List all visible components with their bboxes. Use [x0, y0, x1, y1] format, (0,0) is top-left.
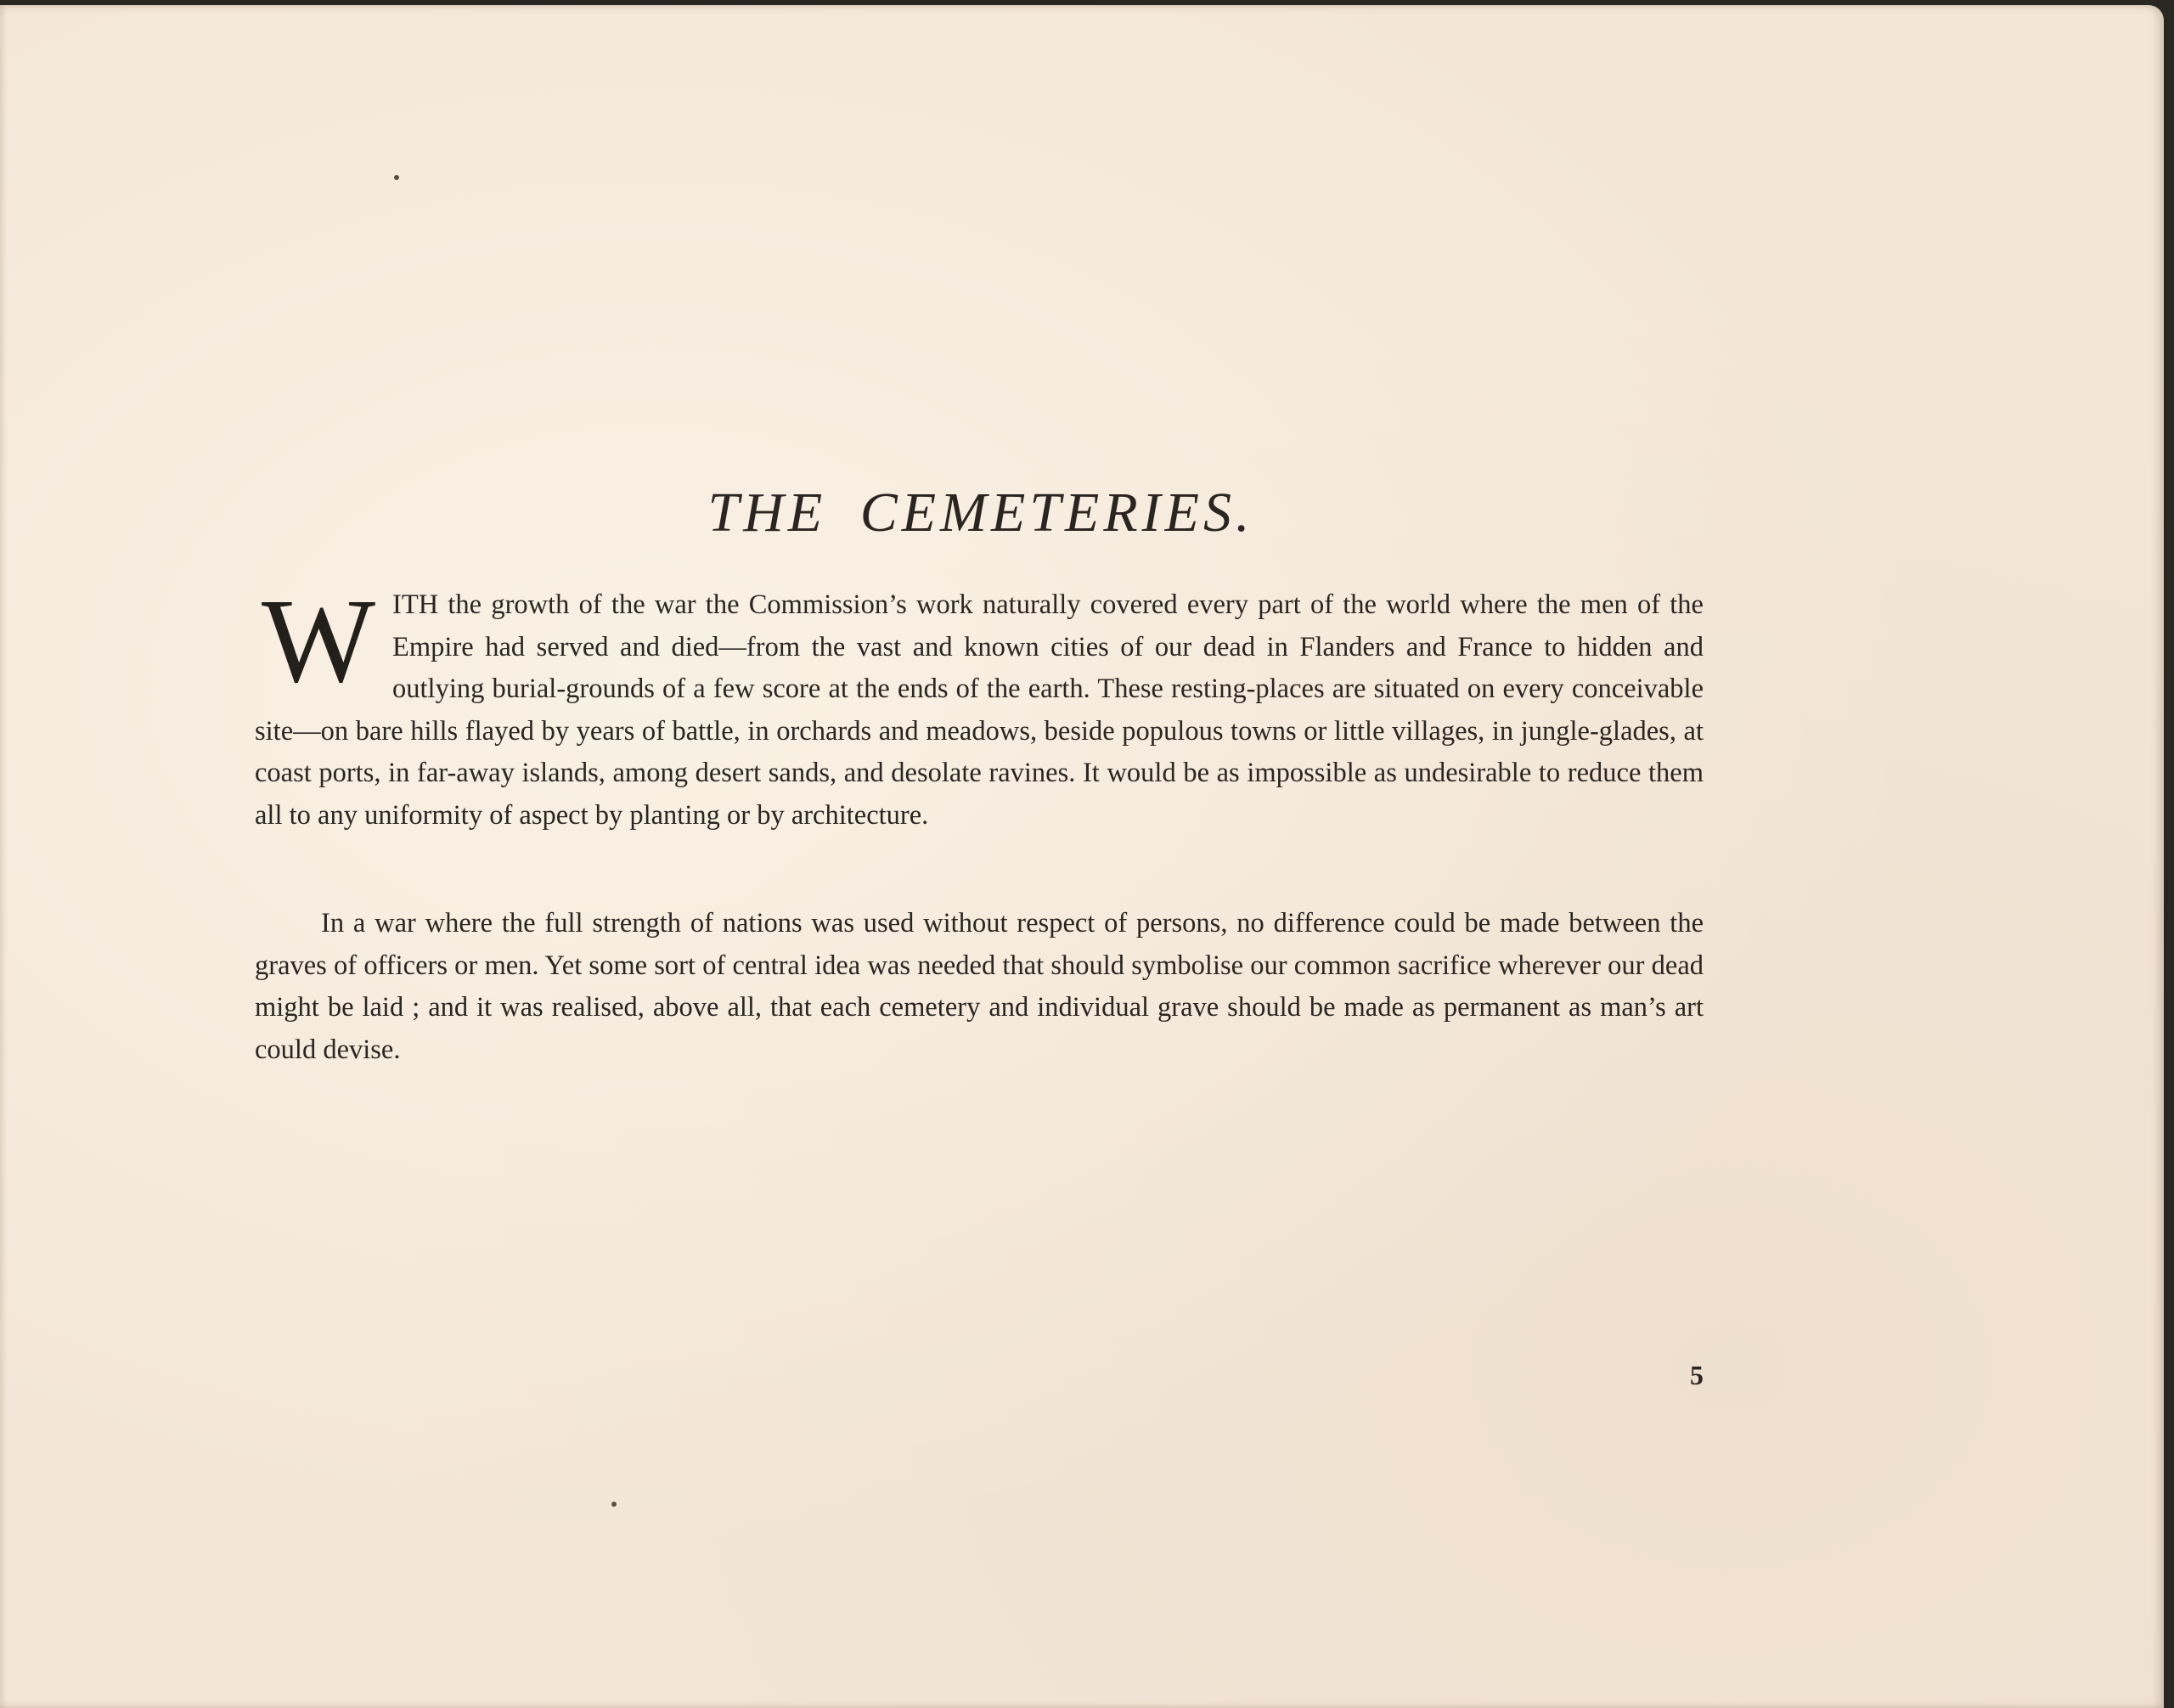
paper-speck [394, 175, 399, 180]
document-page [0, 5, 2164, 1708]
paper-speck [611, 1502, 617, 1507]
paragraph-2: In a war where the full strength of nations was used without respect of persons, no difference could be made between the graves of officers or men. Yet some sort of central idea was needed that should symbolise our common sacrifice wherever our dead might be laid ; and it was realised, above all, that each cemetery and individual grave should be made as permanent as man’s art could devise. [255, 908, 1704, 1065]
paragraph-1-text: ITH the growth of the war the Commission’s work naturally covered every part of the world where the men of the Empire had served and died—from the vast and known cities of our dead in Flanders and France to hidden and outlying burial-grounds of a few score at the ends of the earth. These resting-places are situated on every conceivable site—on bare hills flayed by years of battle, in orchards and meadows, beside populous towns or little villages, in jungle-glades, at coast ports, in far-away islands, among desert sands, and desolate ravines. It would be as impossible as undesirable to reduce them all to any uniformity of aspect by planting or by architecture. [255, 589, 1704, 831]
page-title: THE CEMETERIES. [707, 482, 1254, 544]
drop-cap: W [262, 573, 375, 707]
page-number: 5 [1690, 1360, 1704, 1390]
paragraph-1 [255, 573, 1704, 837]
